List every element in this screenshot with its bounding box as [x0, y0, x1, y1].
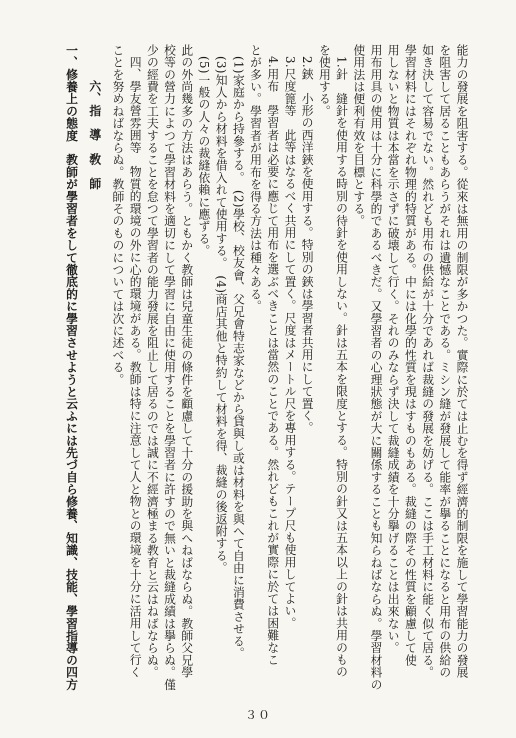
list-item-measure: 3.尺度篦等 此等はなるべく共用にして置く。尺度はメートル尺を專用する。テープ尺も使用してよい。 [282, 56, 297, 630]
text-line: 學習材料にはそれぞれ物理的特質がある。中には化學的性質を現はすものもある。裁縫の際その性質を顧慮して使 [403, 44, 418, 667]
text-line: を阻害して居ることもあらうがそれは遺憾なことである。ミシン縫が發展して能率が擧ることになると用布の供給の [437, 44, 452, 679]
text-line: 使用法は便利有效を目標とする。 [351, 44, 366, 227]
list-item-scissors: 2.鋏 小形の西洋鋏を使用する。特別の鋏は學習者共用にして置く。 [300, 56, 315, 435]
body-text [64, 44, 470, 691]
sub-item-3-4: (3)知人から材料を借入れて使用する。 (4)商店其他と特約して材料を得、裁縫の後返附する。 [214, 56, 229, 574]
list-item-needle: 1.針 縫針を使用する時別の待針を使用しない。針は五本を限度とする。特別の針又は五本以上の針は共用のもの [334, 56, 349, 679]
text-line: 能力の發展を阻害する。從來は無用の制限が多かつた。實際に於ては止むを得ず經濟的制限を施して學習能力の發展 [455, 44, 469, 679]
text-line: とが多い。學習者が用布を得る方法は種々ある。 [248, 44, 263, 313]
subsection-heading: 一、修養上の態度 教師が學習者をして徹底的に學習させようと云ふには先づ自ら修養、知識、技能、學習指導の四方 [64, 44, 79, 691]
text-line: 用布用具の使用は十分に科學的であるべきだ。又學習者の心理狀態が大に關係することも知らねばならぬ。學習材料の [368, 44, 383, 691]
section-four-item: 四、學友營雰囲等 物質的環境の外に心的環境がある。教師は特に注意して人と物との環境を十分に活用して行く [128, 56, 143, 679]
text-line: 用しないと物質は本當を示さずに破壊して行く。それのみならず決して裁縫成績を十分擧げることは出來ない。 [386, 44, 401, 654]
text-line: 校等の營力によつて學習材料を適切にして學習に自由に使用することを學習者に許すので無いと裁縫成績は擧らぬ。僅 [162, 44, 177, 691]
sub-item-5: (5)一般の人々の裁縫依賴に應ずる。 [196, 56, 211, 257]
text-line: 少の經費を工夫することを怠つて學習者の能力發展を阻止して居るのでは誠に不經濟極まる教育と云はねばならぬ。 [145, 44, 160, 679]
text-line: 如き決して容易でない。然れども用布の供給が十分であれば裁縫の發展を妨げる。ここは手工材料に能く似て居る。 [420, 44, 435, 679]
text-line: 此の外尚幾多の方法はあらう。ともかく教師は兒童生徒の條件を顧慮して十分の援助を與へねばならぬ。教師父兄學 [179, 44, 194, 679]
list-item-cloth: 4.用布 學習者は必要に應じて用布を選ぶべきことは當然のことである。然れどもこれが實際に於ては困難なこ [265, 56, 280, 666]
text-line: を使用する。 [317, 44, 332, 118]
page-number: ３０ [244, 708, 271, 722]
text-line: ことを努めねばならぬ。教師そのものについては次に述べる。 [110, 44, 125, 386]
sub-item-1-2: (1)家庭から持參する。 (2)學校、校友會、父兄會特志家などから貸與し或は材料を與へて自由に消費させる。 [231, 56, 246, 660]
section-heading: 六、指 導 敎 師 [87, 80, 102, 190]
